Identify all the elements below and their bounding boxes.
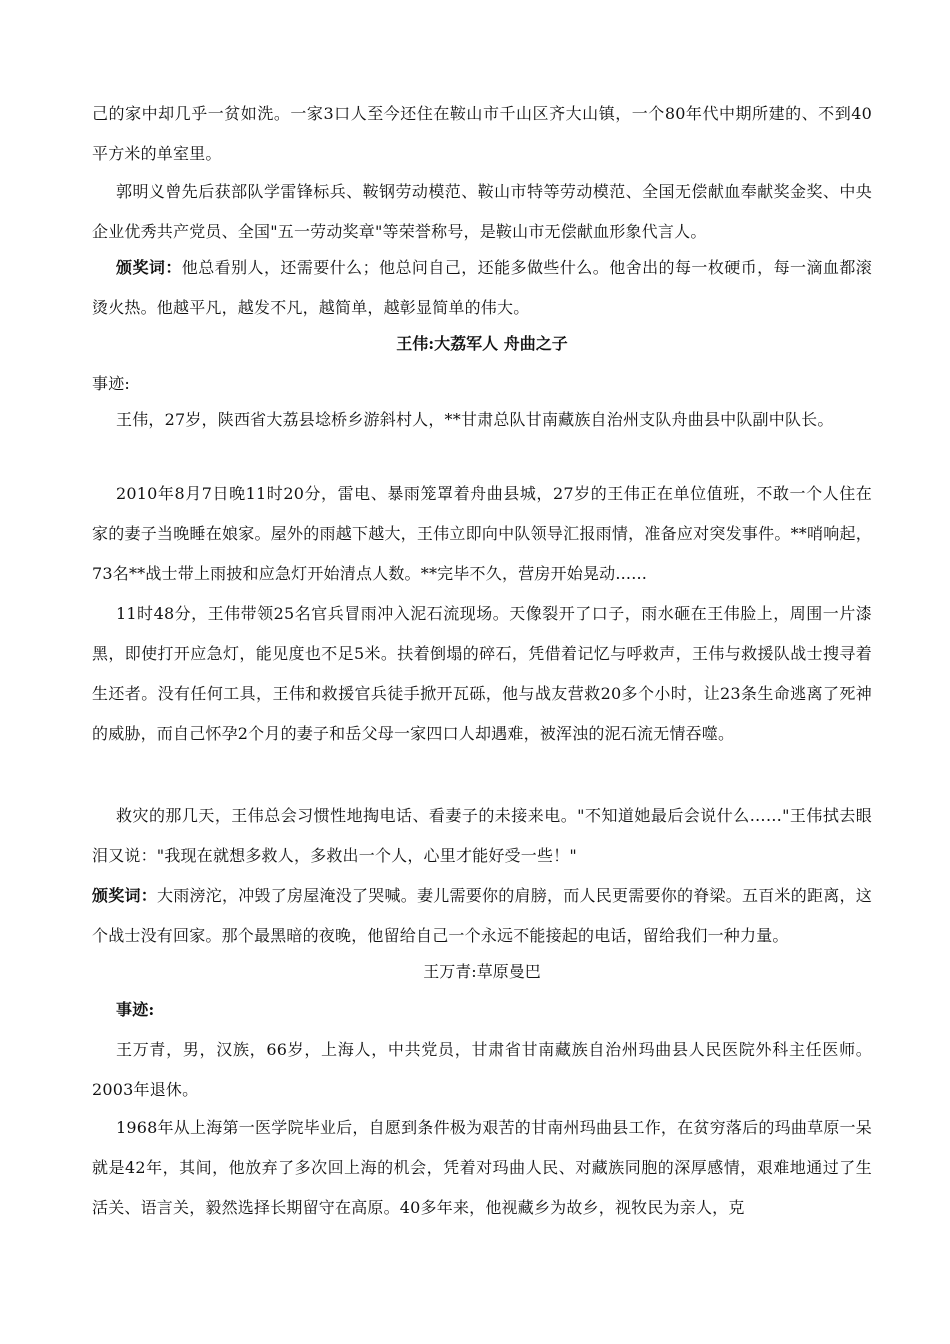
award-speech-wang-wei	[92, 876, 872, 956]
award-text: 大雨滂沱，冲毁了房屋淹没了哭喊。妻儿需要你的肩膀，而人民更需要你的脊梁。五百米的距离，这个战士没有回家。那个最黑暗的夜晚，他留给自己一个永远不能接起的电话，留给我们一种力量。	[92, 886, 872, 945]
paragraph-wang-wei-night: 2010年8月7日晚11时20分，雷电、暴雨笼罩着舟曲县城，27岁的王伟正在单位值班，不敢一个人住在家的妻子当晚睡在娘家。屋外的雨越下越大，王伟立即向中队领导汇报雨情，准备应对突发事件。**哨响起，73名**战士带上雨披和应急灯开始清点人数。**完毕不久，营房开始晃动......	[92, 484, 872, 583]
award-speech-guo	[92, 248, 872, 328]
award-text: 他总看别人，还需要什么；他总问自己，还能多做些什么。他舍出的每一枚硬币，每一滴血都滚烫火热。他越平凡，越发不凡，越简单，越彰显简单的伟大。	[92, 258, 872, 317]
section-heading-wang-wei: 王伟:大荔军人 舟曲之子	[396, 334, 568, 353]
deeds-label-wang-wei: 事迹:	[92, 374, 130, 393]
award-label: 颁奖词：	[92, 886, 158, 905]
paragraph-wang-wanqing-intro: 王万青，男，汉族，66岁，上海人，中共党员，甘肃省甘南藏族自治州玛曲县人民医院外科主任医师。2003年退休。	[92, 1040, 872, 1099]
paragraph-guo-home: 己的家中却几乎一贫如洗。一家3口人至今还住在鞍山市千山区齐大山镇，一个80年代中期所建的、不到40平方米的单室里。	[92, 104, 872, 163]
award-label: 颁奖词：	[116, 258, 182, 277]
section-heading-wang-wanqing: 王万青:草原曼巴	[423, 962, 541, 981]
paragraph-guo-honors: 郭明义曾先后获部队学雷锋标兵、鞍钢劳动模范、鞍山市特等劳动模范、全国无偿献血奉献奖金奖、中央企业优秀共产党员、全国"五一劳动奖章"等荣誉称号，是鞍山市无偿献血形象代言人。	[92, 182, 872, 241]
paragraph-wang-wanqing-career: 1968年从上海第一医学院毕业后，自愿到条件极为艰苦的甘南州玛曲县工作，在贫穷落后的玛曲草原一呆就是42年，其间，他放弃了多次回上海的机会，凭着对玛曲人民、对藏族同胞的深厚感情，艰难地通过了生活关、语言关，毅然选择长期留守在高原。40多年来，他视藏乡为故乡，视牧民为亲人，克	[92, 1118, 872, 1217]
paragraph-wang-wei-rescue: 11时48分，王伟带领25名官兵冒雨冲入泥石流现场。天像裂开了口子，雨水砸在王伟脸上，周围一片漆黑，即使打开应急灯，能见度也不足5米。扶着倒塌的碎石，凭借着记忆与呼救声，王伟与救援队战士搜寻着生还者。没有任何工具，王伟和救援官兵徒手掀开瓦砾，他与战友营救20多个小时，让23条生命逃离了死神的威胁，而自己怀孕2个月的妻子和岳父母一家四口人却遇难，被浑浊的泥石流无情吞噬。	[92, 604, 872, 743]
paragraph-wang-wei-intro: 王伟，27岁，陕西省大荔县埝桥乡游斜村人，**甘肃总队甘南藏族自治州支队舟曲县中队副中队长。	[116, 410, 834, 429]
paragraph-wang-wei-phone: 救灾的那几天，王伟总会习惯性地掏电话、看妻子的未接来电。"不知道她最后会说什么……"王伟拭去眼泪又说："我现在就想多救人，多救出一个人，心里才能好受一些！"	[92, 806, 872, 865]
deeds-label-wang-wanqing: 事迹:	[116, 1000, 155, 1019]
